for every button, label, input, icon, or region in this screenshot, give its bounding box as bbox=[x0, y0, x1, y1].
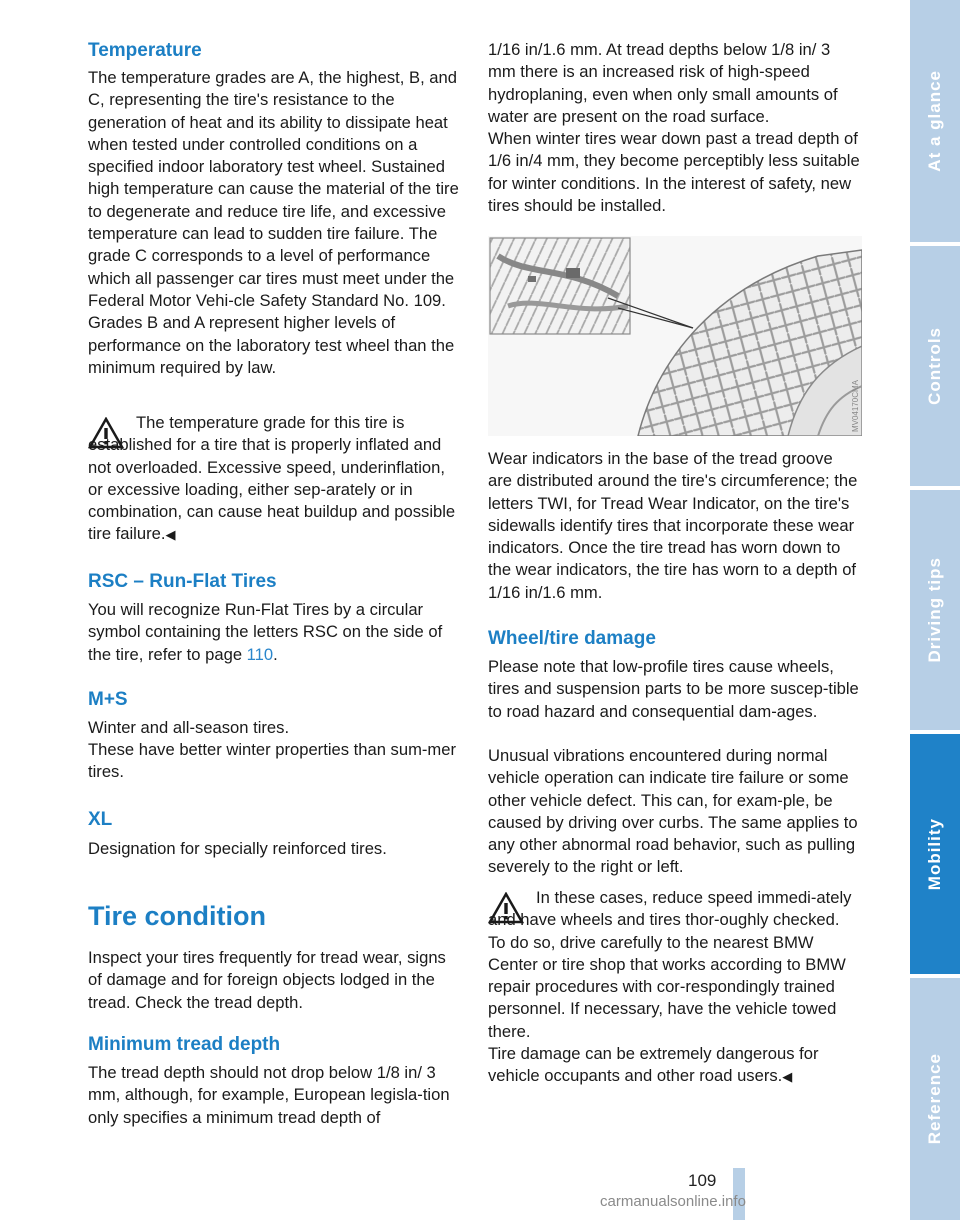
temperature-heading: Temperature bbox=[88, 40, 202, 61]
damage-body-2: Unusual vibrations encountered during normal vehicle operation can indicate tire failure or some other vehicle defect. This can, for exam-ple, be caused by driving over curbs. The same applies to any other abnormal road behavior, such as pulling severely to the right or left. bbox=[488, 746, 858, 877]
tire-illustration bbox=[488, 236, 862, 436]
temperature-body: The temperature grades are A, the highest, B, and C, representing the tire's resistance to the generation of heat and its ability to dissipate heat when tested under controlled conditions on a specified indoor laboratory test wheel. Sustained high temperature can cause the material of the tire to degenerate and reduce tire life, and excessive temperature can lead to sudden tire failure. The grade C corresponds to a level of performance which all passenger car tires must meet under the Federal Motor Vehi-cle Safety Standard No. 109. Grades B and A represent higher levels of performance on the laboratory test wheel than the minimum required by law. bbox=[88, 68, 459, 377]
section-sidebar bbox=[910, 0, 960, 1220]
tire-wear-indicator-figure bbox=[488, 236, 862, 436]
min-tread-body: The tread depth should not drop below 1/8 in/ 3 mm, although, for example, European legisla-tion only specifies a minimum tread depth of bbox=[88, 1063, 450, 1127]
end-marker: ◀ bbox=[782, 1069, 793, 1085]
tab-controls[interactable]: Controls bbox=[910, 246, 960, 486]
damage-heading: Wheel/tire damage bbox=[488, 628, 656, 649]
rsc-body: You will recognize Run-Flat Tires by a circular symbol containing the letters RSC on the side of the tire, refer to page 110. bbox=[88, 600, 443, 664]
winter-tires-body: When winter tires wear down past a tread depth of 1/6 in/4 mm, they become perceptibly less suitable for winter conditions. In the interest of safety, new tires should be installed. bbox=[488, 129, 860, 215]
xl-heading: XL bbox=[88, 809, 113, 830]
tab-at-a-glance[interactable]: At a glance bbox=[910, 0, 960, 242]
rsc-heading: RSC – Run-Flat Tires bbox=[88, 571, 277, 592]
ms-body-1: Winter and all-season tires. bbox=[88, 718, 290, 737]
ms-body-2: These have better winter properties than sum-mer tires. bbox=[88, 740, 456, 782]
page-number: 109 bbox=[688, 1171, 717, 1190]
end-marker: ◀ bbox=[165, 527, 176, 543]
tire-condition-heading: Tire condition bbox=[88, 901, 267, 931]
xl-body: Designation for specially reinforced tires. bbox=[88, 839, 387, 858]
damage-warning-1: In these cases, reduce speed immedi-ately and have wheels and tires thor-oughly checked. To do so, drive carefully to the nearest BMW Center or tire shop that works according to BMW repair procedures with cor-respondingly trained personnel. If necessary, have the vehicle towed there. bbox=[488, 888, 852, 1041]
tire-condition-body: Inspect your tires frequently for tread wear, signs of damage and for foreign objects lodged in the tread. Check the tread depth. bbox=[88, 948, 446, 1012]
min-tread-heading: Minimum tread depth bbox=[88, 1034, 281, 1055]
tab-driving-tips[interactable]: Driving tips bbox=[910, 490, 960, 730]
damage-warning-2: Tire damage can be extremely dangerous for vehicle occupants and other road users.◀ bbox=[488, 1044, 819, 1086]
watermark: carmanualsonline.info bbox=[600, 1193, 746, 1210]
tab-mobility[interactable]: Mobility bbox=[910, 734, 960, 974]
ms-heading: M+S bbox=[88, 689, 128, 710]
tab-reference[interactable]: Reference bbox=[910, 978, 960, 1220]
tread-continued: 1/16 in/1.6 mm. At tread depths below 1/8 in/ 3 mm there is an increased risk of high-speed hydroplaning, even when only small amounts of water are present on the road surface. bbox=[488, 40, 838, 126]
wear-indicators-body: Wear indicators in the base of the tread groove are distributed around the tire's circumference; the letters TWI, for Tread Wear Indicator, on the tire's sidewalls identify tires that incorporate these wear indicators. Once the tire tread has worn down to the wear indicators, the tire has worn to a depth of 1/16 in/1.6 mm. bbox=[488, 449, 858, 602]
figure-code: MV04170CMA bbox=[851, 379, 860, 432]
damage-body-1: Please note that low-profile tires cause wheels, tires and suspension parts to be more suscep-tible to road hazard and consequential dam-ages. bbox=[488, 657, 859, 721]
page-110-link[interactable]: 110 bbox=[246, 644, 274, 664]
temperature-warning: The temperature grade for this tire is established for a tire that is properly inflated and not overloaded. Excessive speed, underinflation, or excessive loading, either sep-arately or in combination, can cause heat buildup and possible tire failure.◀ bbox=[88, 413, 456, 544]
